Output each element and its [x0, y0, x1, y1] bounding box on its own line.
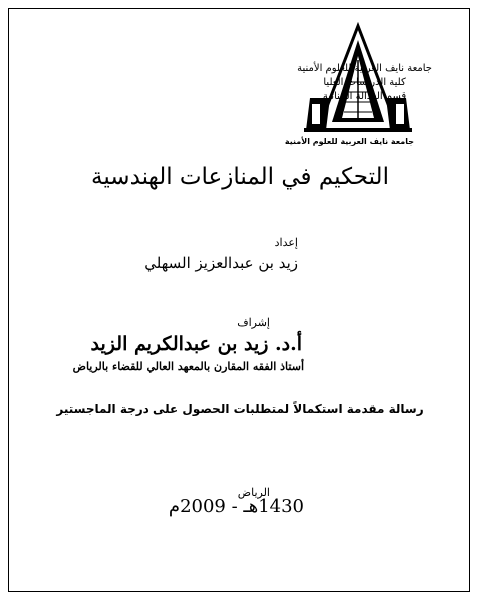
- supervisor-position: أستاذ الفقه المقارن بالمعهد العالي للقضاء بالرياض: [72, 360, 304, 373]
- institution-line: جامعة نايف العربية للعلوم الأمنية: [297, 63, 432, 74]
- author-name: زيد بن عبدالعزيز السهلي: [144, 254, 298, 272]
- institution-line: كلية الدراسات العليا: [323, 77, 406, 88]
- document-date: 1430هـ - 2009م: [168, 496, 304, 517]
- institution-block: [297, 62, 432, 104]
- supervision-label: إشراف: [237, 316, 270, 329]
- city-name: الرياض: [237, 486, 270, 499]
- thesis-note: رسالة مقدمة استكمالاً لمتطلبات الحصول على درجة الماجستير: [56, 402, 424, 416]
- supervisor-name: أ.د. زيد بن عبدالكريم الزيد: [90, 333, 302, 355]
- logo-caption: جامعة نايف العربية للعلوم الأمنية: [284, 137, 414, 146]
- document-title: التحكيم في المنازعات الهندسية: [91, 164, 389, 190]
- institution-line: قسم العدالة الجنائية: [322, 91, 407, 102]
- preparation-label: إعداد: [274, 236, 298, 249]
